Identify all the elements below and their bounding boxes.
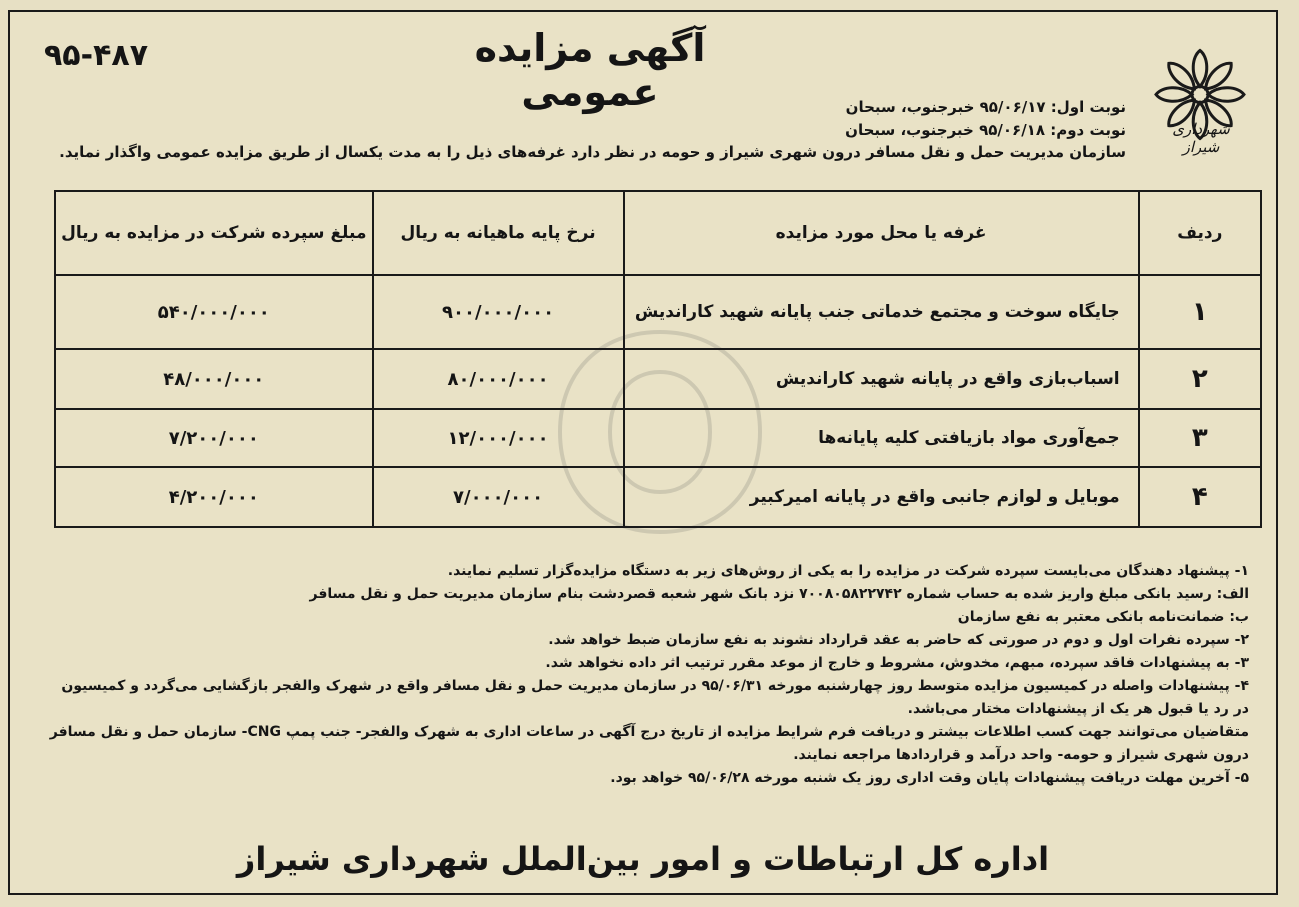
table-header-row: [55, 191, 1261, 275]
notice-frame: [8, 10, 1278, 895]
intro-text: سازمان مدیریت حمل و نقل مسافر درون شهری شیراز و حومه در نظر دارد غرفه‌های ذیل را به مدت یکسال از طریق مزایده عمومی واگذار نماید.: [59, 143, 1126, 161]
table-row: [55, 409, 1261, 467]
row-item: اسباب‌بازی واقع در پایانه شهید کاراندیش: [624, 349, 1139, 409]
table-row: [55, 275, 1261, 349]
condition-5: ۵- آخرین مهلت دریافت پیشنهادات پایان وقت اداری روز یک شنبه مورخه ۹۵/۰۶/۲۸ خواهد بود.: [610, 770, 1249, 786]
condition-1: ۱- پیشنهاد دهندگان می‌بایست سپرده شرکت در مزایده را به یکی از روش‌های زیر به دستگاه مزایده‌گزار تسلیم نمایند.: [447, 563, 1249, 579]
auction-table: [54, 190, 1262, 528]
notice-second: نوبت دوم: ۹۵/۰۶/۱۸ خبرجنوب، سبحان: [845, 121, 1126, 139]
row-base-rate: ۸۰/۰۰۰/۰۰۰: [373, 349, 624, 409]
row-base-rate: ۹۰۰/۰۰۰/۰۰۰: [373, 275, 624, 349]
header-base-rate: نرخ پایه ماهیانه به ریال: [373, 191, 624, 275]
condition-1a: الف: رسید بانکی مبلغ واریز شده به حساب شماره ۷۰۰۸۰۵۸۲۲۷۴۲ نزد بانک شهر شعبه قصردشت بنام سازمان مدیریت حمل و نقل مسافر: [309, 586, 1249, 602]
notice-first: نوبت اول: ۹۵/۰۶/۱۷ خبرجنوب، سبحان: [845, 98, 1126, 116]
row-number: ۲: [1139, 349, 1261, 409]
logo-text: شهرداری شیراز: [1172, 120, 1230, 156]
conditions: [44, 560, 1249, 790]
row-number: ۳: [1139, 409, 1261, 467]
footer-signature: اداره کل ارتباطات و امور بین‌الملل شهرداری شیراز: [236, 840, 1050, 878]
applicant-info: متقاضیان می‌توانند جهت کسب اطلاعات بیشتر و دریافت فرم شرایط مزایده از تاریخ درج آگهی در ساعات اداری به شهرک والفجر- جنب پمپ CNG- سازمان حمل و نقل مسافر درون شهری شیراز و حومه- واحد درآمد و قراردادها مراجعه نمایند.: [49, 724, 1249, 763]
reference-number: ۹۵-۴۸۷: [44, 38, 149, 73]
publication-notices: [845, 96, 1126, 142]
row-base-rate: ۱۲/۰۰۰/۰۰۰: [373, 409, 624, 467]
condition-3: ۳- به پیشنهادات فاقد سپرده، مبهم، مخدوش، مشروط و خارج از موعد مقرر ترتیب اثر داده نخواهد شد.: [545, 655, 1249, 671]
row-item: جمع‌آوری مواد بازیافتی کلیه پایانه‌ها: [624, 409, 1139, 467]
header: [10, 12, 1276, 192]
row-item: جایگاه سوخت و مجتمع خدماتی جنب پایانه شهید کاراندیش: [624, 275, 1139, 349]
row-item: موبایل و لوازم جانبی واقع در پایانه امیرکبیر: [624, 467, 1139, 527]
header-deposit: مبلغ سپرده شرکت در مزایده به ریال: [55, 191, 373, 275]
condition-2: ۲- سپرده نفرات اول و دوم در صورتی که حاضر به عقد قرارداد نشوند به نفع سازمان ضبط خواهد شد.: [548, 632, 1249, 648]
page-title: آگهی مزایده عمومی: [474, 26, 706, 114]
row-base-rate: ۷/۰۰۰/۰۰۰: [373, 467, 624, 527]
condition-1b: ب: ضمانت‌نامه بانکی معتبر به نفع سازمان: [957, 609, 1249, 625]
table-row: [55, 467, 1261, 527]
condition-4: ۴- پیشنهادات واصله در کمیسیون مزایده متوسط روز چهارشنبه مورخه ۹۵/۰۶/۳۱ در سازمان مدیریت حمل و نقل مسافر واقع در شهرک والفجر بازگشایی می‌گردد و کمیسیون در رد یا قبول هر یک از پیشنهادات مختار می‌باشد.: [61, 678, 1249, 717]
table-row: [55, 349, 1261, 409]
row-deposit: ۵۴۰/۰۰۰/۰۰۰: [55, 275, 373, 349]
row-deposit: ۷/۲۰۰/۰۰۰: [55, 409, 373, 467]
header-row-number: ردیف: [1139, 191, 1261, 275]
row-deposit: ۴/۲۰۰/۰۰۰: [55, 467, 373, 527]
header-item: غرفه یا محل مورد مزایده: [624, 191, 1139, 275]
row-number: ۴: [1139, 467, 1261, 527]
row-deposit: ۴۸/۰۰۰/۰۰۰: [55, 349, 373, 409]
row-number: ۱: [1139, 275, 1261, 349]
